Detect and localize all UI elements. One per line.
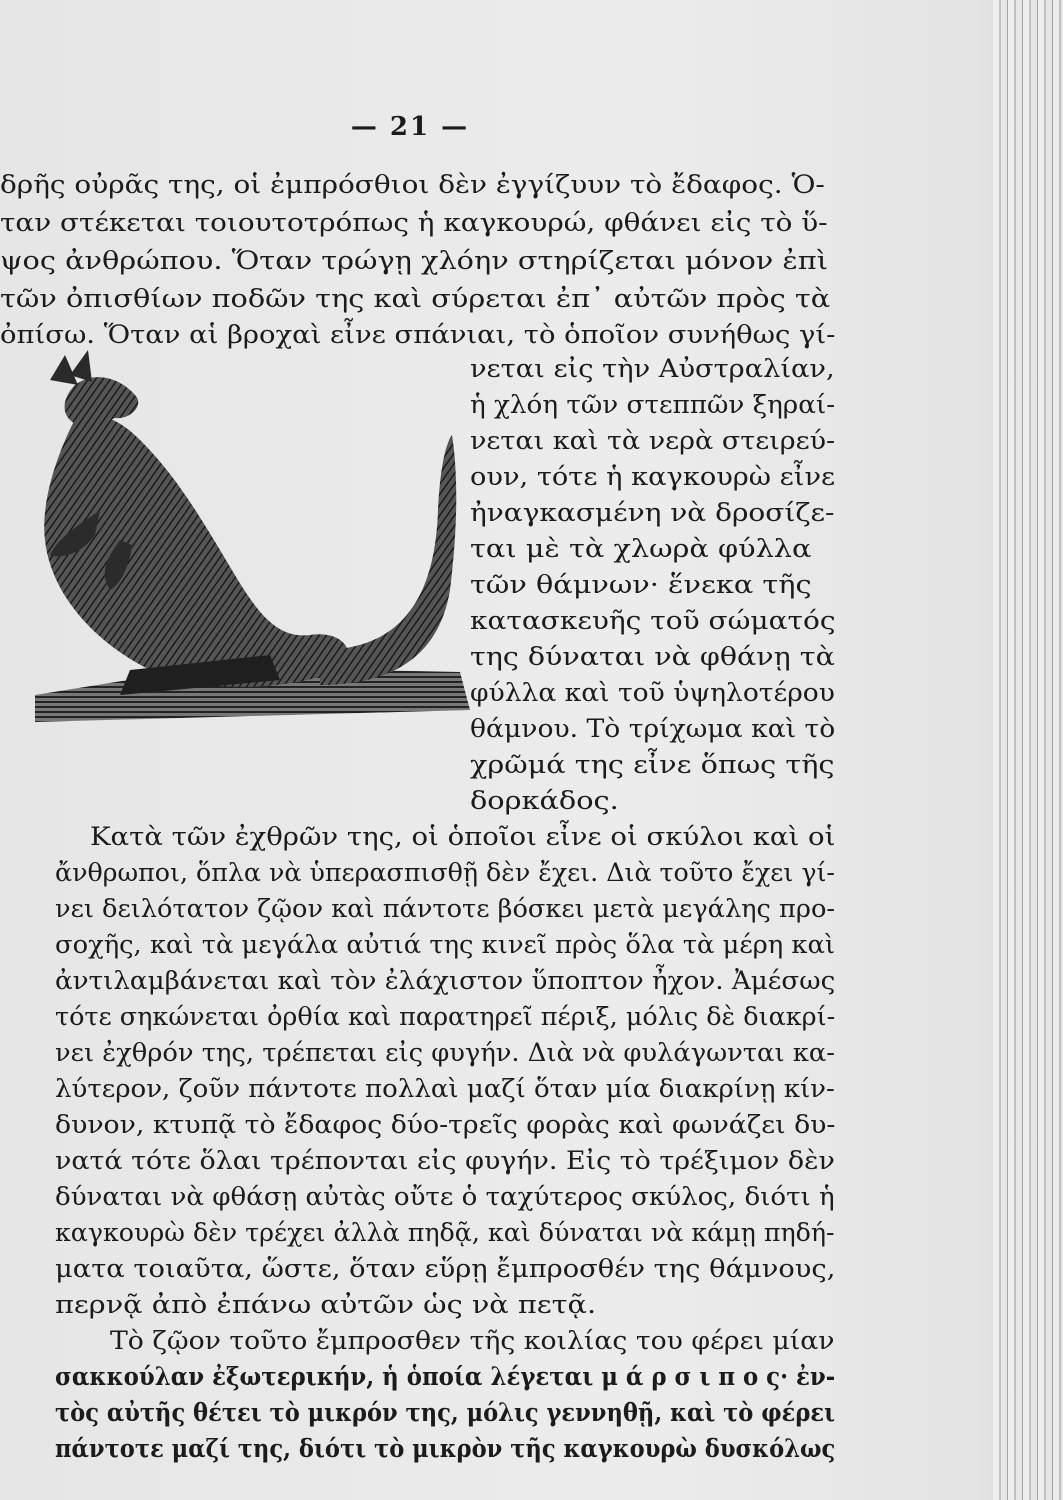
text-line-33: Τὸ ζῷον τοῦτο ἔμπροσθεν τῆς κοιλίας του φέρει μίαν <box>110 1326 835 1355</box>
kangaroo-illustration <box>20 350 480 730</box>
text-line-10: ἠναγκασμένη νὰ δροσίζε- <box>470 498 835 527</box>
text-line-14: της δύναται νὰ φθάνῃ τὰ <box>470 642 835 671</box>
text-line-22: σοχῆς, καὶ τὰ μεγάλα αὐτιά της κινεῖ πρὸς ὅλα τὰ μέρη καὶ <box>55 930 836 959</box>
kangaroo-engraving <box>20 350 480 730</box>
text-line-1: δρῆς οὐρᾶς της, οἱ ἐμπρόσθιοι δὲν ἐγγίζυυν τὸ ἔδαφος. Ὁ- <box>0 170 825 199</box>
text-line-12: τῶν θάμνων· ἕνεκα τῆς <box>470 570 812 599</box>
text-line-34: σακκούλαν ἐξωτερικήν, ἡ ὁποία λέγεται μ ά ρ σ ι π ο ς· ἐν- <box>55 1362 836 1391</box>
text-line-4: τῶν ὀπισθίων ποδῶν της καὶ σύρεται ἐπ᾽ αὐτῶν πρὸς τὰ <box>0 284 831 313</box>
text-line-18: δορκάδος. <box>470 786 619 815</box>
text-line-21: νει δειλότατον ζῷον καὶ πάντοτε βόσκει μετὰ μεγάλης προ- <box>55 894 836 923</box>
text-line-29: δύναται νὰ φθάσῃ αὐτὰς οὔτε ὁ ταχύτερος σκύλος, διότι ἡ <box>55 1182 835 1211</box>
text-line-3: ψος ἀνθρώπου. Ὅταν τρώγῃ χλόην στηρίζεται μόνον ἐπὶ <box>0 246 828 275</box>
text-line-19: Κατὰ τῶν ἐχθρῶν της, οἱ ὁποῖοι εἶνε οἱ σκύλοι καὶ οἱ <box>90 822 836 851</box>
page-number: — 21 — <box>350 112 470 142</box>
text-line-31: ματα τοιαῦτα, ὥστε, ὅταν εὕρῃ ἔμπροσθέν της θάμνους, <box>55 1254 836 1283</box>
text-line-25: νει ἐχθρόν της, τρέπεται εἰς φυγήν. Διὰ νὰ φυλάγωνται κα- <box>55 1038 835 1067</box>
text-line-27: δυνον, κτυπᾷ τὸ ἔδαφος δύο-τρεῖς φορὰς καὶ φωνάζει δυ- <box>55 1110 836 1139</box>
text-line-24: τότε σηκώνεται ὀρθία καὶ παρατηρεῖ πέριξ, μόλις δὲ διακρί- <box>55 1002 836 1031</box>
text-line-28: νατά τότε ὅλαι τρέπονται εἰς φυγήν. Εἰς τὸ τρέξιμον δὲν <box>55 1146 835 1175</box>
text-line-13: κατασκευῆς τοῦ σώματός <box>470 606 836 635</box>
text-line-2: ταν στέκεται τοιουτοτρόπως ἡ καγκουρώ, φθάνει εἰς τὸ ὕ- <box>0 208 828 237</box>
text-line-16: θάμνου. Τὸ τρίχωμα καὶ τὸ <box>470 714 836 743</box>
text-line-6: νεται εἰς τὴν Αὐστραλίαν, <box>470 354 835 383</box>
text-line-9: ουν, τότε ἡ καγκουρὼ εἶνε <box>470 462 836 491</box>
text-line-8: νεται καὶ τὰ νερὰ στειρεύ- <box>470 426 836 455</box>
text-line-32: περνᾷ ἀπὸ ἐπάνω αὐτῶν ὡς νὰ πετᾷ. <box>55 1290 597 1319</box>
text-line-35: τὸς αὐτῆς θέτει τὸ μικρόν της, μόλις γεννηθῇ, καὶ τὸ φέρει <box>55 1398 836 1427</box>
text-line-11: ται μὲ τὰ χλωρὰ φύλλα <box>470 534 812 563</box>
text-line-26: λύτερον, ζοῦν πάντοτε πολλαὶ μαζί ὅταν μία διακρίνῃ κίν- <box>55 1074 835 1103</box>
text-line-5: ὀπίσω. Ὅταν αἱ βροχαὶ εἶνε σπάνιαι, τὸ ὁποῖον συνήθως γί- <box>0 320 836 349</box>
text-line-7: ἡ χλόη τῶν στεππῶν ξηραί- <box>470 390 836 419</box>
text-line-30: καγκουρὼ δὲν τρέχει ἀλλὰ πηδᾷ, καὶ δύναται νὰ κάμῃ πηδή- <box>55 1218 835 1247</box>
text-line-15: φύλλα καὶ τοῦ ὑψηλοτέρου <box>470 678 835 707</box>
text-line-17: χρῶμά της εἶνε ὅπως τῆς <box>470 750 835 779</box>
text-line-23: ἀντιλαμβάνεται καὶ τὸν ἐλάχιστον ὕποπτον ἦχον. Ἀμέσως <box>55 966 836 995</box>
text-line-20: ἄνθρωποι, ὅπλα νὰ ὑπερασπισθῇ δὲν ἔχει. Διὰ τοῦτο ἔχει γί- <box>55 858 835 887</box>
page-edge-stack <box>993 0 1063 1500</box>
text-line-36: πάντοτε μαζί της, διότι τὸ μικρὸν τῆς καγκουρὼ δυσκόλως <box>55 1434 836 1463</box>
